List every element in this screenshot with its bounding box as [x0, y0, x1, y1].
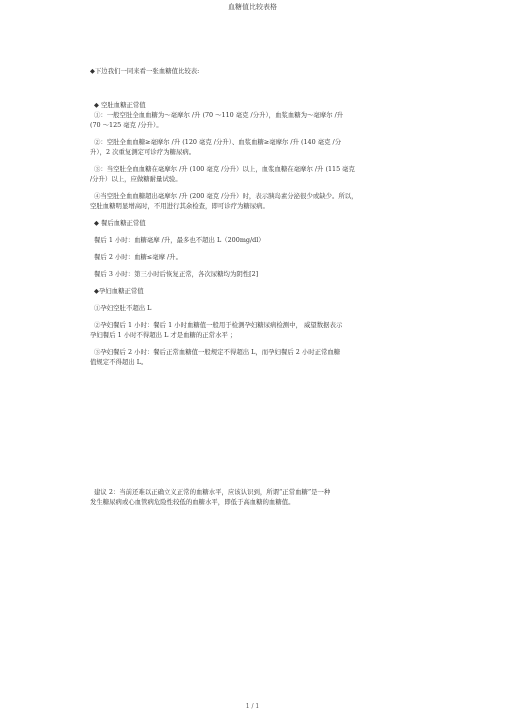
fasting-item-4a: ④当空肚全血血糖超出毫摩尔 /升 (200 毫克 /分升）时，表示胰岛素分泌很少或缺少。所以， [94, 192, 358, 200]
page-header: 血糖值比较表格 [228, 3, 277, 11]
fasting-heading: ◆ 空肚血糖正常值 [94, 101, 146, 109]
page-number: 1 / 1 [245, 703, 260, 710]
postmeal-line-1: 餐后 1 小时：血糖毫摩 /升，最多也不超出 L（200mg/dl） [94, 236, 265, 244]
fasting-item-4b: 空肚血糖明显增高时，不用进行其余检查，即可诊疗为糖尿病。 [90, 202, 269, 210]
intro-line: ◆下边我们一同来看一张血糖值比较表: [90, 67, 200, 75]
pregnant-heading: ◆孕妇血糖正常值 [94, 287, 144, 295]
fasting-item-2a: ②：空肚全血血糖≥毫摩尔 /升 (120 毫克 /分升）、血浆血糖≥毫摩尔 /升 (140 毫克 /分 [94, 138, 342, 146]
fasting-item-3b: /分升）以上，应做糖耐量试验。 [90, 175, 182, 183]
document-body [90, 66, 425, 507]
advice-line-1: 建议 2：当前还难以正确立义正常的血糖水平，应该认识到，所谓“正常血糖”是一种 [94, 488, 331, 496]
pregnant-line-1: ①孕妇空肚不超出 L [94, 304, 152, 312]
advice-line-2: 发生糖尿病或心血管病危险性较低的血糖水平，即低于高血糖的血糖值。 [90, 498, 295, 506]
pregnant-line-2a: ②孕妇餐后 1 小时：餐后 1 小时血糖值一般用于检测孕妇糖尿病检测中， 威望数据表示 [94, 321, 343, 329]
fasting-item-3a: ③：当空肚全血血糖在毫摩尔 /升 (100 毫克 /分升）以上，血浆血糖在毫摩尔 /升 (115 毫克 [94, 165, 355, 173]
pregnant-line-3b: 值规定不得超出 L。 [90, 358, 148, 366]
fasting-item-2b: 升），2 次重复测定可诊疗为糖尿病。 [90, 148, 196, 156]
pregnant-line-3a: ③孕妇餐后 2 小时：餐后正常血糖值一般规定不得超出 L，而孕妇餐后 2 小时正常血糖 [94, 348, 341, 356]
fasting-item-1b: (70 ～125 毫克 /分升）。 [90, 121, 163, 129]
postmeal-heading: ◆ 餐后血糖正常值 [94, 219, 146, 227]
fasting-item-1a: ①：一般空肚全血血糖为～毫摩尔 /升 (70 ～110 毫克 /分升），血浆血糖为～毫摩尔 /升 [94, 111, 344, 119]
postmeal-line-3: 餐后 3 小时：第三小时后恢复正常，各次尿糖均为阴性[2] [94, 270, 259, 278]
postmeal-line-2: 餐后 2 小时：血糖≤毫摩 /升。 [94, 253, 182, 261]
pregnant-line-2b: 孕妇餐后 1 小时不得超出 L 才是血糖的正常水平 ； [90, 331, 237, 339]
